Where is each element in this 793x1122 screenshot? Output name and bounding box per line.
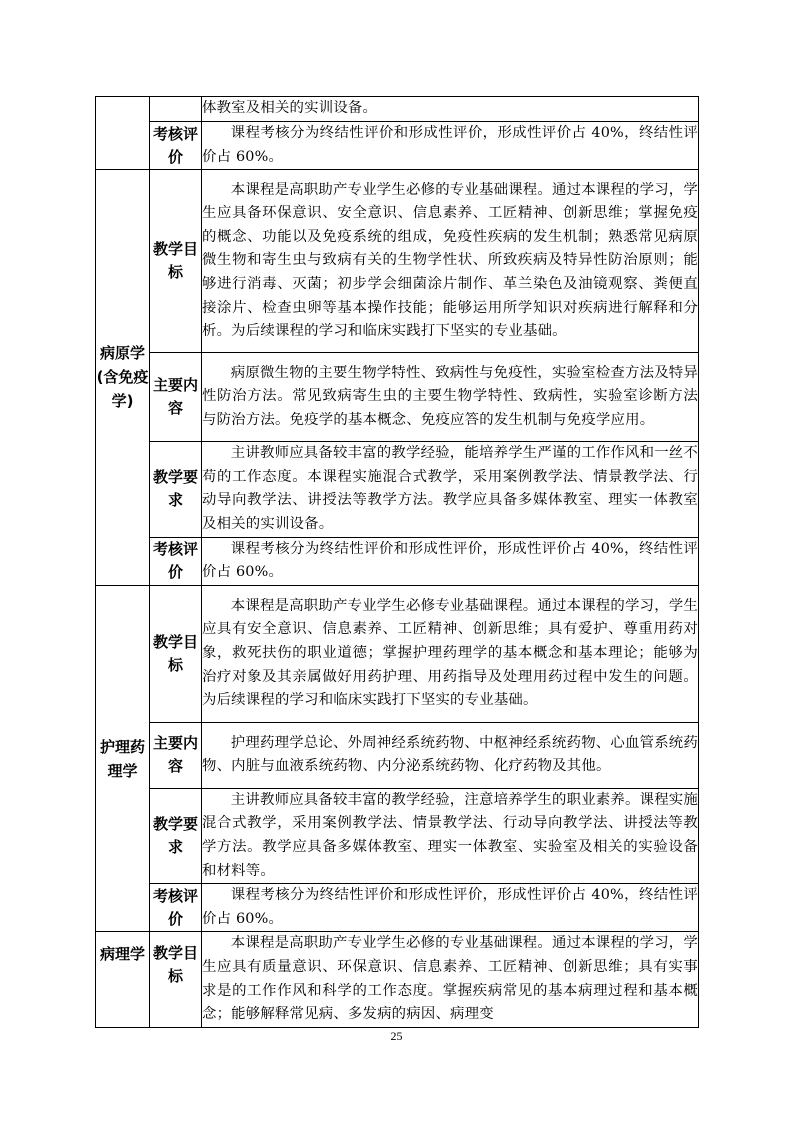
table-row — [96, 122, 699, 170]
course-name-cell: 病理学 — [96, 932, 150, 1027]
content-text: 本课程是高职助产专业学生必修专业基础课程。通过本课程的学习，学生应具有安全意识、信息素养、工匠精神、创新思维；具有爱护、尊重用药对象，救死扶伤的职业道德；掌握护理药理学的基本概念和基本理论；能够为治疗对象及其亲属做好用药护理、用药指导及处理用药过程中发生的问题。为后续课程的学习和临床实践打下坚实的专业基础。 — [202, 597, 698, 709]
item-label-cell: 考核评价 — [150, 884, 202, 932]
content-text: 课程考核分为终结性评价和形成性评价，形成性评价占 40%，终结性评价占 60%。 — [202, 540, 698, 581]
content-cell — [202, 585, 699, 722]
table-row — [96, 353, 699, 442]
table-row — [96, 97, 699, 122]
content-cell — [202, 884, 699, 932]
table-row — [96, 788, 699, 883]
table-row — [96, 722, 699, 788]
content-text: 课程考核分为终结性评价和形成性评价，形成性评价占 40%，终结性评价占 60%。 — [202, 887, 698, 927]
content-text: 主讲教师应具备较丰富的教学经验，能培养学生严谨的工作作风和一丝不苟的工作态度。本课程实施混合式教学，采用案例教学法、情景教学法、行动导向教学法、讲授法等教学方法。教学应具备多媒体教室、理实一体教室及相关的实训设备。 — [202, 445, 698, 532]
content-cell — [202, 932, 699, 1027]
content-cell — [202, 788, 699, 883]
item-label-cell — [150, 97, 202, 122]
content-cell — [202, 170, 699, 353]
table-row — [96, 884, 699, 932]
item-label-cell: 教学目标 — [150, 585, 202, 722]
table-row — [96, 170, 699, 353]
item-label-cell: 教学要求 — [150, 442, 202, 537]
item-label-cell: 考核评价 — [150, 537, 202, 585]
item-label-cell: 主要内容 — [150, 722, 202, 788]
content-text: 主讲教师应具备较丰富的教学经验，注意培养学生的职业素养。课程实施混合式教学，采用案例教学法、情景教学法、行动导向教学法、讲授法等教学方法。教学应具备多媒体教室、理实一体教室、实验室及相关的实验设备和材料等。 — [202, 791, 698, 879]
table-row — [96, 932, 699, 1027]
content-cell — [202, 537, 699, 585]
table-row — [96, 585, 699, 722]
course-name-cell — [96, 97, 150, 170]
content-cell — [202, 442, 699, 537]
table-row — [96, 442, 699, 537]
content-text: 课程考核分为终结性评价和形成性评价，形成性评价占 40%，终结性评价占 60%。 — [202, 125, 698, 165]
item-label-cell: 考核评价 — [150, 122, 202, 170]
content-cell — [202, 353, 699, 442]
content-cell — [202, 97, 699, 122]
content-cell — [202, 722, 699, 788]
course-description-table — [95, 96, 699, 1028]
item-label-cell: 教学目标 — [150, 932, 202, 1027]
table-row — [96, 537, 699, 585]
content-text: 护理药理学总论、外周神经系统药物、中枢神经系统药物、心血管系统药物、内脏与血液系统药物、内分泌系统药物、化疗药物及其他。 — [202, 734, 698, 775]
content-cell — [202, 122, 699, 170]
course-name-cell: 护理药理学 — [96, 585, 150, 932]
page-number: 25 — [390, 1029, 403, 1043]
item-label-cell: 教学要求 — [150, 788, 202, 883]
content-text: 本课程是高职助产专业学生必修的专业基础课程。通过本课程的学习，学生应具备环保意识、安全意识、信息素养、工匠精神、创新思维；掌握免疫的概念、功能以及免疫系统的组成，免疫性疾病的发生机制；熟悉常见病原微生物和寄生虫与致病有关的生物学性状、所致疾病及特异性防治原则；能够进行消毒、灭菌；初步学会细菌涂片制作、革兰染色及油镜观察、粪便直接涂片、检查虫卵等基本操作技能；能够运用所学知识对疾病进行解释和分析。为后续课程的学习和临床实践打下坚实的专业基础。 — [202, 181, 698, 340]
item-label-cell: 教学目标 — [150, 170, 202, 353]
item-label-cell: 主要内容 — [150, 353, 202, 442]
course-name-cell: 病原学(含免疫学) — [96, 170, 150, 586]
content-text: 体教室及相关的实训设备。 — [202, 100, 378, 117]
content-text: 病原微生物的主要生物学特性、致病性与免疫性，实验室检查方法及特异性防治方法。常见致病寄生虫的主要生物学特性、致病性，实验室诊断方法与防治方法。免疫学的基本概念、免疫应答的发生机制与免疫学应用。 — [202, 364, 698, 428]
content-text: 本课程是高职助产专业学生必修的专业基础课程。通过本课程的学习，学生应具有质量意识、环保意识、信息素养、工匠精神、创新思维；具有实事求是的工作作风和科学的工作态度。掌握疾病常见的基本病理过程和基本概念；能够解释常见病、多发病的病因、病理变 — [202, 935, 698, 1023]
